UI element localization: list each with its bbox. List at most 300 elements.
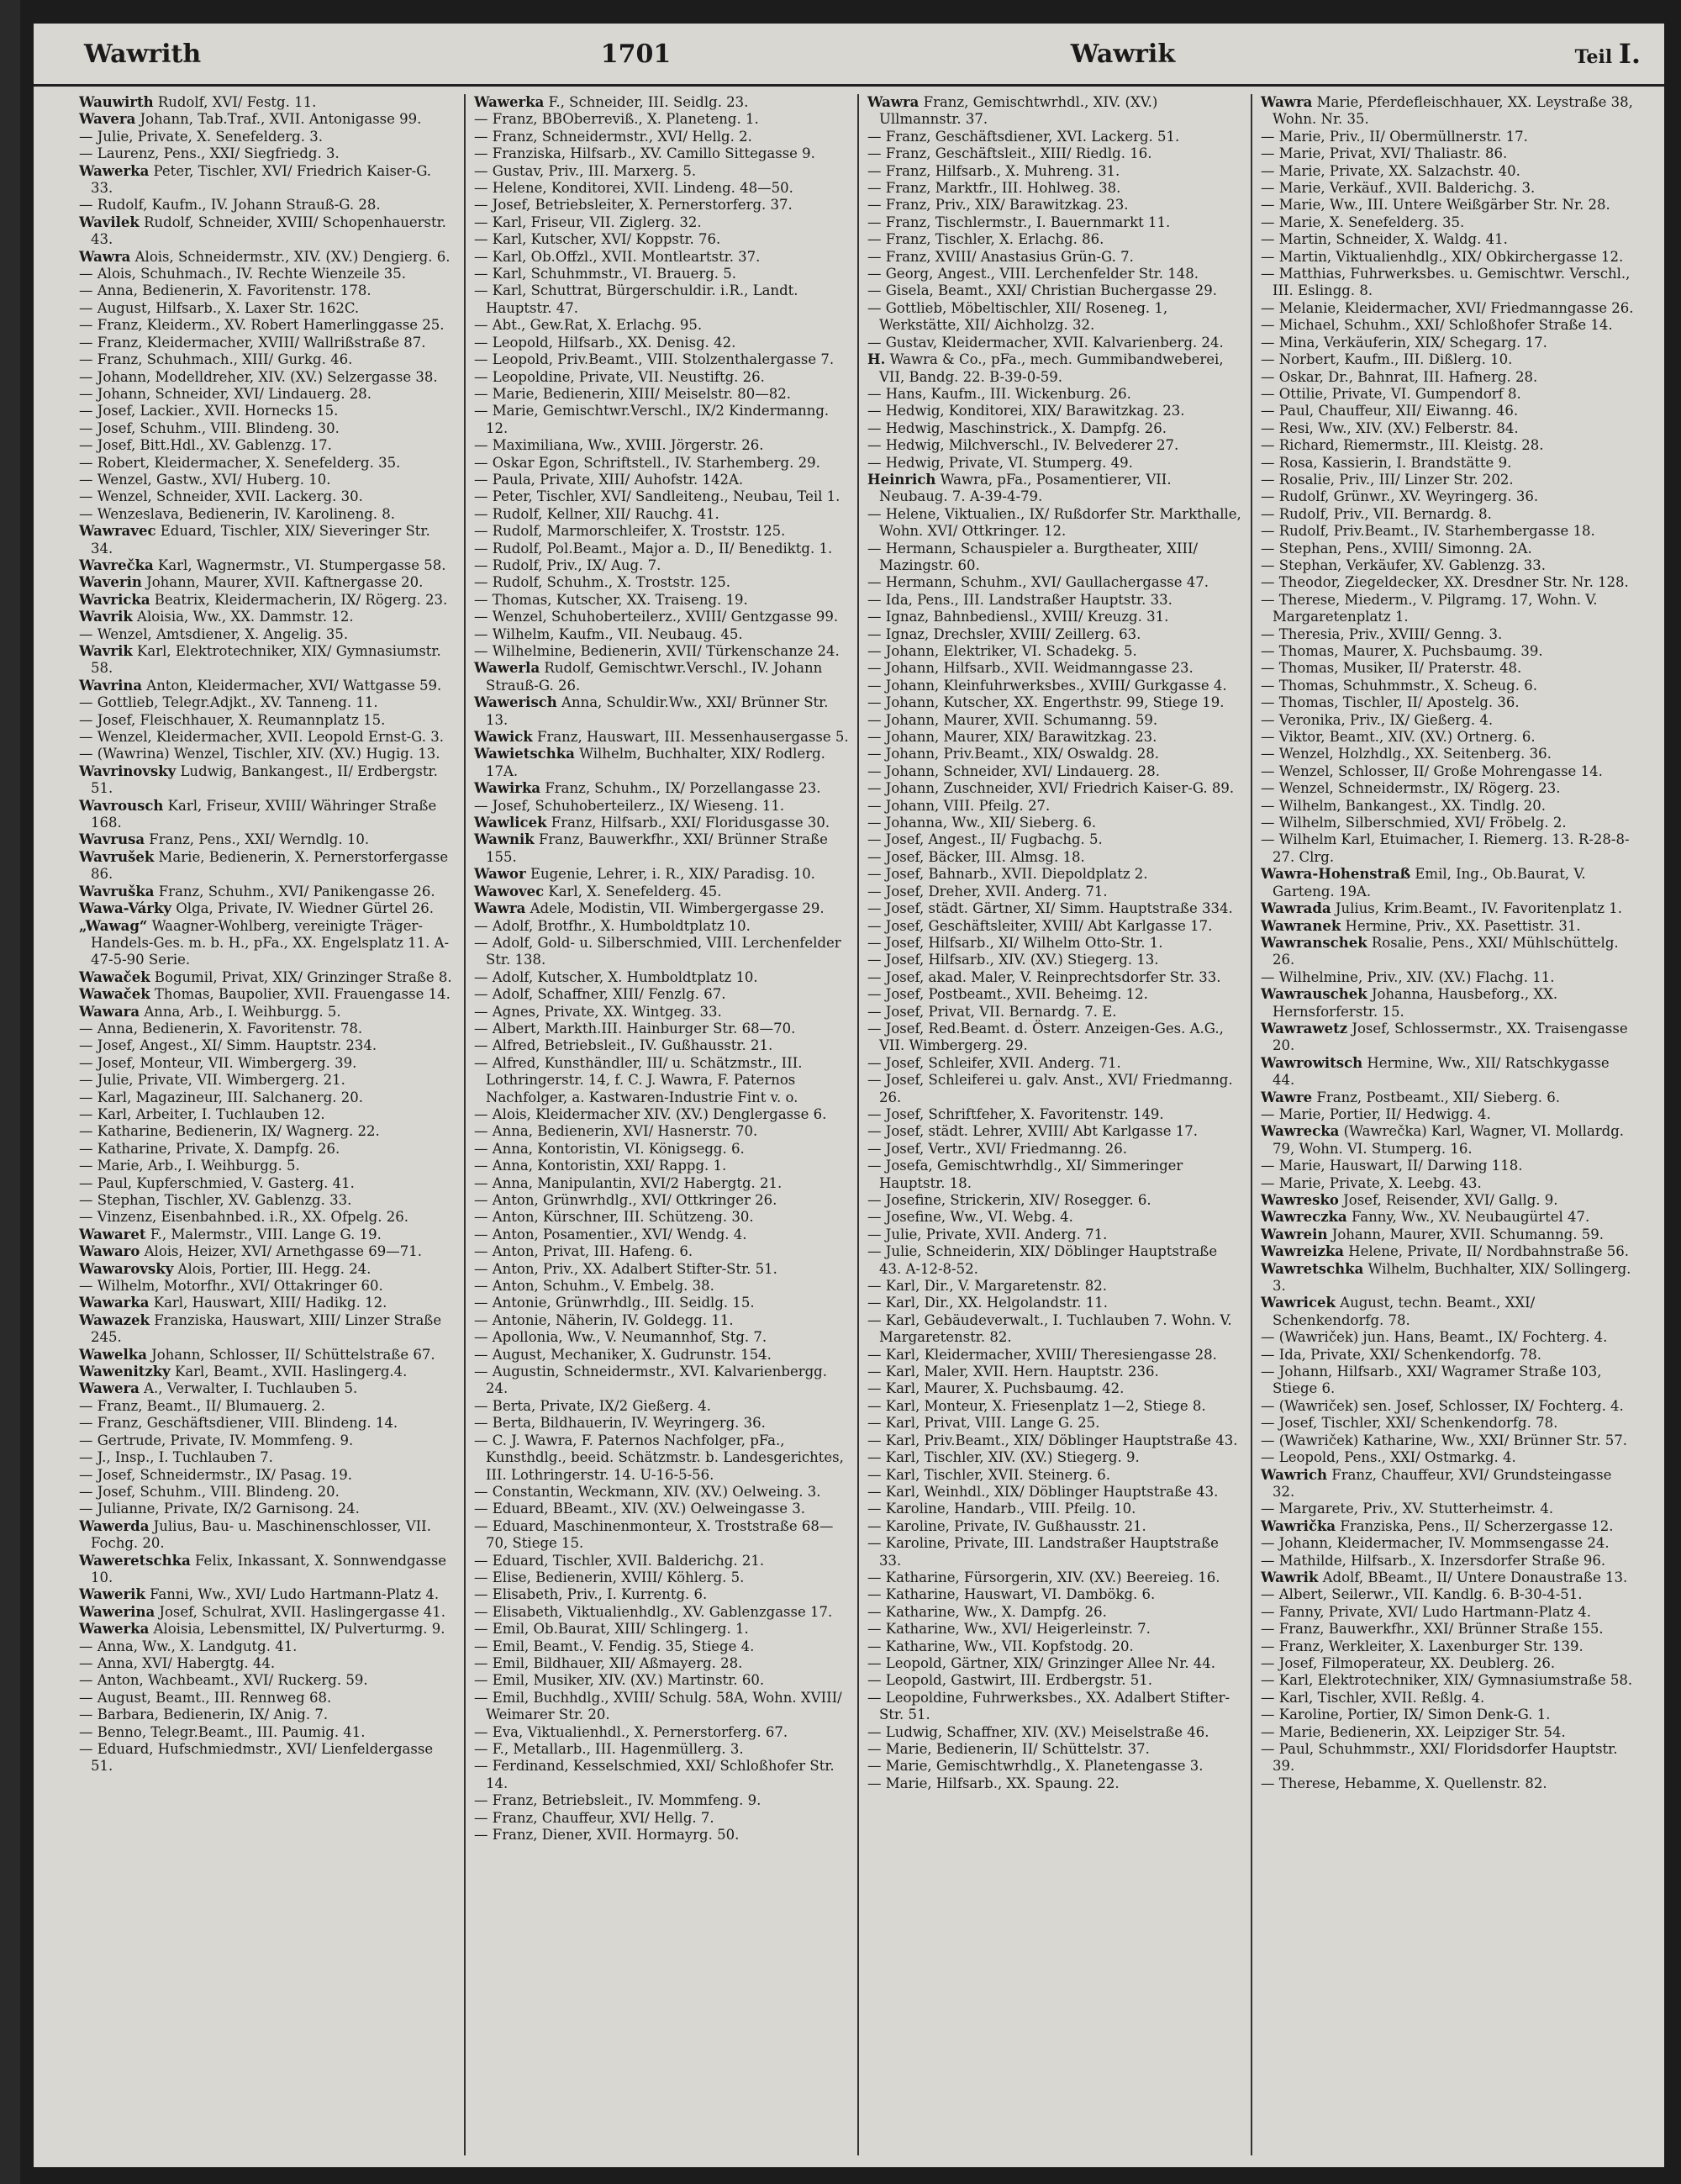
directory-entry: — Franz, Diener, XVII. Hormayrg. 50.: [474, 1827, 740, 1844]
teil-label: Teil: [1574, 46, 1613, 68]
directory-entry: Wawietschka Wilhelm, Buchhalter, XIX/ Rodlerg. 17A.: [474, 746, 825, 779]
directory-entry: — Johann, Elektriker, VI. Schadekg. 5.: [867, 643, 1137, 659]
directory-entry: Wawravec Eduard, Tischler, XIX/ Sieveringer Str. 34.: [79, 523, 430, 557]
directory-entry: Waweretschka Felix, Inkassant, X. Sonnwendgasse 10.: [79, 1552, 447, 1585]
directory-entry: — Leopold, Gärtner, XIX/ Grinzinger Allee Nr. 44.: [867, 1654, 1216, 1671]
directory-entry: Wawaret F., Malermstr., VIII. Lange G. 19.: [79, 1226, 382, 1242]
directory-entry: Wawre Franz, Postbeamt., XII/ Sieberg. 6.: [1261, 1089, 1560, 1105]
directory-entry: — Marie, Hilfsarb., XX. Spaung. 22.: [867, 1775, 1120, 1791]
directory-entry: — August, Mechaniker, X. Gudrunstr. 154.: [474, 1346, 772, 1363]
directory-entry: — Josefine, Strickerin, XIV/ Rosegger. 6.: [867, 1192, 1151, 1208]
directory-entry: — Franz, BBOberreviß., X. Planeteng. 1.: [474, 111, 759, 128]
directory-entry: — Karl, Kleidermacher, XVIII/ Theresiengasse 28.: [867, 1346, 1217, 1363]
directory-entry: Wawrada Julius, Krim.Beamt., IV. Favoritenplatz 1.: [1261, 900, 1622, 917]
directory-entry: Wawrik Adolf, BBeamt., II/ Untere Donaustraße 13.: [1261, 1569, 1628, 1585]
directory-entry: — Wenzel, Schneidermstr., IX/ Rögerg. 23.: [1261, 780, 1561, 797]
directory-entry: — Marie, Privat, XVI/ Thaliastr. 86.: [1261, 145, 1508, 162]
directory-entry: — Helene, Viktualien., IX/ Rußdorfer Str. Markthalle, Wohn. XVI/ Ottkringer. 12.: [867, 505, 1241, 540]
directory-entry: — Rudolf, Pol.Beamt., Major a. D., II/ Benediktg. 1.: [474, 540, 833, 557]
directory-entry: — Rosalie, Priv., III/ Linzer Str. 202.: [1261, 471, 1514, 488]
directory-entry: — Elisabeth, Priv., I. Kurrentg. 6.: [474, 1586, 708, 1603]
directory-entry: — Josef, Angest., XI/ Simm. Hauptstr. 234.: [79, 1037, 377, 1054]
teil-number: I.: [1618, 38, 1641, 70]
directory-entry: Wawra Marie, Pferdefleischhauer, XX. Leystraße 38, Wohn. Nr. 35.: [1261, 94, 1633, 128]
directory-entry: — Johann, Schneider, XVI/ Lindauerg. 28.: [867, 762, 1161, 779]
directory-entry: — Hedwig, Milchverschl., IV. Belvederer 27.: [867, 437, 1179, 454]
directory-entry: — Emil, Bildhauer, XII/ Aßmayerg. 28.: [474, 1654, 743, 1671]
directory-entry: — Mina, Verkäuferin, XIX/ Schegarg. 17.: [1261, 334, 1547, 351]
column-3: [857, 94, 1251, 2155]
directory-entry: — Wilhelmine, Priv., XIV. (XV.) Flachg. 11.: [1261, 968, 1555, 985]
column-1: [71, 94, 464, 2155]
directory-entry: — Oskar Egon, Schriftstell., IV. Starhemberg. 29.: [474, 454, 820, 471]
directory-entry: — Leopold, Gastwirt, III. Erdbergstr. 51.: [867, 1672, 1152, 1689]
directory-entry: — Stephan, Verkäufer, XV. Gablenzg. 33.: [1261, 557, 1547, 573]
directory-entry: — Emil, Ob.Baurat, XIII/ Schlingerg. 1.: [474, 1621, 749, 1638]
directory-entry: Wawrauschek Johanna, Hausbeforg., XX. Hernsforferstr. 15.: [1261, 986, 1558, 1020]
directory-entry: H. Wawra & Co., pFa., mech. Gummibandweberei, VII, Bandg. 22. B-39-0-59.: [867, 351, 1224, 385]
header-left-keyword: Wawrith: [84, 39, 202, 69]
directory-entry: — Josef, akad. Maler, V. Reinprechtsdorfer Str. 33.: [867, 968, 1221, 985]
directory-entry: — Hans, Kaufm., III. Wickenburg. 26.: [867, 385, 1131, 402]
directory-entry: — Josef, Schneidermstr., IX/ Pasag. 19.: [79, 1466, 353, 1483]
directory-entry: — Emil, Beamt., V. Fendig. 35, Stiege 4.: [474, 1638, 755, 1654]
directory-entry: — Hedwig, Konditorei, XIX/ Barawitzkag. 23.: [867, 403, 1185, 419]
directory-entry: — Hermann, Schauspieler a. Burgtheater, XIII/ Mazingstr. 60.: [867, 540, 1199, 573]
directory-entry: — Anton, Wachbeamt., XVI/ Ruckerg. 59.: [79, 1672, 368, 1689]
volume-label: [1575, 38, 1641, 70]
directory-entry: — Georg, Angest., VIII. Lerchenfelder Str. 148.: [867, 266, 1199, 282]
directory-entry: — Ida, Pens., III. Landstraßer Hauptstr. 33.: [867, 591, 1172, 608]
directory-entry: — Marie, Priv., II/ Obermüllnerstr. 17.: [1261, 128, 1528, 145]
directory-entry: — Julie, Schneiderin, XIX/ Döblinger Hauptstraße 43. A-12-8-52.: [867, 1243, 1218, 1277]
directory-entry: — Julie, Private, VII. Wimbergerg. 21.: [79, 1072, 345, 1089]
directory-entry: — Anton, Kürschner, III. Schützeng. 30.: [474, 1209, 754, 1226]
directory-entry: Wawaro Alois, Heizer, XVI/ Arnethgasse 69—71.: [79, 1243, 422, 1260]
directory-entry: — Karl, Monteur, X. Friesenplatz 1—2, Stiege 8.: [867, 1397, 1206, 1414]
directory-entry: — Josef, Dreher, XVII. Anderg. 71.: [867, 883, 1108, 899]
directory-entry: — Margarete, Priv., XV. Stutterheimstr. 4.: [1261, 1501, 1554, 1517]
directory-entry: — Matthias, Fuhrwerksbes. u. Gemischtwr. Verschl., III. Eslingg. 8.: [1261, 266, 1631, 299]
directory-entry: — Ottilie, Private, VI. Gumpendorf 8.: [1261, 385, 1521, 402]
directory-entry: — Wenzel, Holzhdlg., XX. Seitenberg. 36.: [1261, 746, 1552, 762]
directory-entry: Wavrina Anton, Kleidermacher, XVI/ Wattgasse 59.: [79, 677, 442, 694]
directory-entry: — Anna, Bedienerin, X. Favoritenstr. 178.: [79, 282, 372, 299]
directory-entry: — Emil, Buchhdlg., XVIII/ Schulg. 58A, Wohn. XVIII/ Weimarer Str. 20.: [474, 1689, 842, 1723]
directory-entry: — Franz, Priv., XIX/ Barawitzkag. 23.: [867, 197, 1129, 214]
directory-entry: — Franz, Geschäftsdiener, XVI. Lackerg. 51.: [867, 128, 1180, 145]
directory-entry: — Johann, Kutscher, XX. Engerthstr. 99, Stiege 19.: [867, 694, 1225, 711]
directory-entry: — Katharine, Ww., VII. Kopfstodg. 20.: [867, 1638, 1134, 1654]
directory-entry: — Rudolf, Grünwr., XV. Weyringerg. 36.: [1261, 488, 1539, 505]
directory-entry: — Josef, Schriftfeher, X. Favoritenstr. 149.: [867, 1105, 1164, 1122]
directory-entry: — Anna, Kontoristin, VI. Königsegg. 6.: [474, 1140, 745, 1157]
directory-entry: — Anton, Schuhm., V. Embelg. 38.: [474, 1278, 714, 1295]
directory-entry: — Johann, Kleinfuhrwerksbes., XVIII/ Gurkgasse 4.: [867, 677, 1227, 694]
directory-entry: — Therese, Hebamme, X. Quellenstr. 82.: [1261, 1775, 1547, 1791]
directory-entry: — Stephan, Tischler, XV. Gablenzg. 33.: [79, 1192, 352, 1208]
directory-entry: — Karl, Maurer, X. Puchsbaumg. 42.: [867, 1380, 1125, 1397]
directory-entry: — Katharine, Private, X. Dampfg. 26.: [79, 1140, 340, 1157]
directory-entry: — Marie, Gemischtwrhdlg., X. Planetengasse 3.: [867, 1758, 1204, 1775]
directory-entry: — Augustin, Schneidermstr., XVI. Kalvarienbergg. 24.: [474, 1364, 827, 1397]
directory-entry: — Marie, Gemischtwr.Verschl., IX/2 Kindermanng. 12.: [474, 403, 830, 436]
directory-entry: Wauwirth Rudolf, XVI/ Festg. 11.: [79, 94, 317, 110]
directory-entry: — Veronika, Priv., IX/ Gießerg. 4.: [1261, 711, 1494, 728]
directory-entry: Wavilek Rudolf, Schneider, XVIII/ Schopenhauerstr. 43.: [79, 214, 446, 248]
directory-entry: — Karl, Tischler, XVII. Steinerg. 6.: [867, 1466, 1111, 1483]
directory-entry: — Josefa, Gemischtwrhdlg., XI/ Simmeringer Hauptstr. 18.: [867, 1158, 1183, 1191]
directory-entry: — Wenzel, Amtsdiener, X. Angelig. 35.: [79, 625, 349, 642]
directory-entry: — Stephan, Pens., XVIII/ Simonng. 2A.: [1261, 540, 1532, 557]
directory-entry: — Robert, Kleidermacher, X. Senefelderg. 35.: [79, 454, 401, 471]
directory-entry: — Thomas, Musiker, II/ Praterstr. 48.: [1261, 660, 1522, 677]
directory-entry: — Rudolf, Kaufm., IV. Johann Strauß-G. 28.: [79, 197, 381, 214]
directory-entry: Wawazek Franziska, Hauswart, XIII/ Linzer Straße 245.: [79, 1311, 442, 1346]
directory-entry: — Anna, Bedienerin, XVI/ Hasnerstr. 70.: [474, 1123, 758, 1140]
directory-entry: Wavera Johann, Tab.Traf., XVII. Antonigasse 99.: [79, 111, 422, 128]
directory-entry: — Marie, Private, XX. Salzachstr. 40.: [1261, 162, 1520, 179]
scan-left-edge: [0, 0, 20, 2184]
directory-entry: — Katharine, Ww., X. Dampfg. 26.: [867, 1603, 1107, 1620]
directory-entry: — Anna, Kontoristin, XXI/ Rappg. 1.: [474, 1158, 727, 1174]
directory-entry: — Theresia, Priv., XVIII/ Genng. 3.: [1261, 625, 1503, 642]
directory-entry: — Agnes, Private, XX. Wintgeg. 33.: [474, 1003, 722, 1020]
directory-entry: — Elisabeth, Viktualienhdlg., XV. Gablenzgasse 17.: [474, 1603, 833, 1620]
directory-entry: — Franz, Betriebsleit., IV. Mommfeng. 9.: [474, 1792, 761, 1809]
directory-entry: — (Wawriček) Katharine, Ww., XXI/ Brünner Str. 57.: [1261, 1432, 1628, 1448]
directory-entry: — Franz, Schuhmach., XIII/ Gurkg. 46.: [79, 351, 353, 368]
directory-entry: — Anton, Priv., XX. Adalbert Stifter-Str. 51.: [474, 1260, 777, 1277]
directory-entry: — Josef, Schuhoberteilerz., IX/ Wieseng. 11.: [474, 797, 785, 814]
directory-entry: — Karl, Kutscher, XVI/ Koppstr. 76.: [474, 231, 721, 248]
directory-entry: — Johann, Modelldreher, XIV. (XV.) Selzergasse 38.: [79, 368, 438, 385]
directory-entry: — Paul, Kupferschmied, V. Gasterg. 41.: [79, 1174, 355, 1191]
directory-entry: — Martin, Viktualienhdlg., XIX/ Obkirchergasse 12.: [1261, 248, 1624, 265]
directory-entry: — Karl, Dir., V. Margaretenstr. 82.: [867, 1278, 1107, 1295]
directory-entry: — Wilhelm, Bankangest., XX. Tindlg. 20.: [1261, 797, 1547, 814]
directory-entry: — Josef, Hilfsarb., XIV. (XV.) Stiegerg. 13.: [867, 952, 1159, 968]
directory-entry: — Thomas, Schuhmmstr., X. Scheug. 6.: [1261, 677, 1537, 694]
directory-entry: Wawarka Karl, Hauswart, XIII/ Hadikg. 12.: [79, 1295, 387, 1311]
directory-entry: — Abt., Gew.Rat, X. Erlachg. 95.: [474, 317, 703, 334]
directory-entry: — Gertrude, Private, IV. Mommfeng. 9.: [79, 1432, 354, 1448]
directory-entry: Wawor Eugenie, Lehrer, i. R., XIX/ Paradisg. 10.: [474, 866, 815, 883]
directory-entry: Wawrich Franz, Chauffeur, XVI/ Grundsteingasse 32.: [1261, 1466, 1612, 1500]
directory-entry: — Hedwig, Private, VI. Stumperg. 49.: [867, 454, 1133, 471]
directory-entry: — Ludwig, Schaffner, XIV. (XV.) Meiselstraße 46.: [867, 1723, 1209, 1740]
directory-entry: — Adolf, Brotfhr., X. Humboldtplatz 10.: [474, 917, 751, 934]
directory-entry: — Franz, Hilfsarb., X. Muhreng. 31.: [867, 162, 1120, 179]
directory-entry: — Gustav, Priv., III. Marxerg. 5.: [474, 162, 697, 179]
directory-entry: — Johann, Hilfsarb., XVII. Weidmanngasse 23.: [867, 660, 1194, 677]
directory-entry: Wawerka Aloisia, Lebensmittel, IX/ Pulverturmg. 9.: [79, 1621, 445, 1638]
directory-entry: — Eduard, Hufschmiedmstr., XVI/ Lienfeldergasse 51.: [79, 1741, 434, 1775]
directory-entry: — F., Metallarb., III. Hagenmüllerg. 3.: [474, 1741, 744, 1757]
directory-entry: — Rudolf, Marmorschleifer, X. Troststr. 125.: [474, 523, 786, 540]
directory-entry: Wawra Adele, Modistin, VII. Wimbergergasse 29.: [474, 900, 825, 917]
directory-entry: — (Wawriček) sen. Josef, Schlosser, IX/ Fochterg. 4.: [1261, 1397, 1624, 1414]
directory-entry: — Josef, Tischler, XXI/ Schenkendorfg. 78.: [1261, 1415, 1558, 1432]
directory-entry: — Resi, Ww., XIV. (XV.) Felberstr. 84.: [1261, 419, 1519, 436]
directory-entry: — Karl, Gebäudeverwalt., I. Tuchlauben 7. Wohn. V. Margaretenstr. 82.: [867, 1311, 1232, 1346]
directory-entry: Wawaček Thomas, Baupolier, XVII. Frauengasse 14.: [79, 986, 451, 1003]
directory-entry: — Josef, städt. Gärtner, XI/ Simm. Hauptstraße 334.: [867, 900, 1233, 917]
directory-entry: — Antonie, Grünwrhdlg., III. Seidlg. 15.: [474, 1295, 755, 1311]
directory-entry: — Karoline, Private, III. Landstraßer Hauptstraße 33.: [867, 1535, 1219, 1569]
directory-entry: — Richard, Riemermstr., III. Kleistg. 28.: [1261, 437, 1544, 454]
directory-entry: — Paula, Private, XIII/ Auhofstr. 142A.: [474, 471, 744, 488]
directory-entry: — Josef, Postbeamt., XVII. Beheimg. 12.: [867, 986, 1148, 1003]
directory-entry: — Karl, Schuttrat, Bürgerschuldir. i.R., Landt. Hauptstr. 47.: [474, 282, 798, 316]
directory-entry: — Hermann, Schuhm., XVI/ Gaullachergasse 47.: [867, 574, 1209, 591]
directory-entry: Wavruška Franz, Schuhm., XVI/ Panikengasse 26.: [79, 883, 435, 899]
directory-entry: Wawranek Hermine, Priv., XX. Pasettistr. 31.: [1261, 917, 1581, 934]
directory-entry: — Rudolf, Kellner, XII/ Rauchg. 41.: [474, 505, 719, 522]
directory-entry: — Peter, Tischler, XVI/ Sandleiteng., Neubau, Teil 1.: [474, 488, 840, 505]
directory-entry: — Franz, XVIII/ Anastasius Grün-G. 7.: [867, 248, 1134, 265]
directory-entry: — Constantin, Weckmann, XIV. (XV.) Oelweing. 3.: [474, 1483, 821, 1500]
directory-entry: — Johann, Maurer, XVII. Schumanng. 59.: [867, 711, 1158, 728]
directory-entry: — Maximiliana, Ww., XVIII. Jörgerstr. 26.: [474, 437, 764, 454]
directory-entry: — Josef, Hilfsarb., XI/ Wilhelm Otto-Str. 1.: [867, 934, 1163, 951]
directory-entry: Wawreizka Helene, Private, II/ Nordbahnstraße 56.: [1261, 1243, 1629, 1260]
directory-entry: — Albert, Markth.III. Hainburger Str. 68—70.: [474, 1020, 796, 1037]
directory-entry: — Wilhelmine, Bedienerin, XVII/ Türkenschanze 24.: [474, 643, 840, 659]
directory-entry: — Franziska, Hilfsarb., XV. Camillo Sittegasse 9.: [474, 145, 815, 162]
directory-entry: — Alois, Kleidermacher XIV. (XV.) Denglergasse 6.: [474, 1105, 827, 1122]
directory-entry: — Karl, Maler, XVII. Hern. Hauptstr. 236.: [867, 1364, 1159, 1380]
directory-entry: — Ignaz, Drechsler, XVIII/ Zeillerg. 63.: [867, 625, 1141, 642]
directory-entry: — Franz, Beamt., II/ Blumauerg. 2.: [79, 1397, 325, 1414]
directory-entry: — Karoline, Portier, IX/ Simon Denk-G. 1.: [1261, 1707, 1551, 1723]
directory-entry: — Josef, Privat, VII. Bernardg. 7. E.: [867, 1003, 1117, 1020]
directory-entry: „Wawag“ Waagner-Wohlberg, vereinigte Träger-Handels-Ges. m. b. H., pFa., XX. Engelsplatz 11. A-47-5-90 Serie.: [79, 917, 450, 968]
directory-entry: — Franz, Kleiderm., XV. Robert Hamerlinggasse 25.: [79, 317, 445, 334]
directory-entry: — Theodor, Ziegeldecker, XX. Dresdner Str. Nr. 128.: [1261, 574, 1629, 591]
directory-entry: — Johann, VIII. Pfeilg. 27.: [867, 797, 1051, 814]
directory-entry: — Katharine, Hauswart, VI. Dambökg. 6.: [867, 1586, 1156, 1603]
directory-entry: Wawrein Johann, Maurer, XVII. Schumanng. 59.: [1261, 1226, 1605, 1242]
directory-entry: — Karl, Arbeiter, I. Tuchlauben 12.: [79, 1105, 325, 1122]
directory-entry: Wavrusa Franz, Pens., XXI/ Werndlg. 10.: [79, 831, 370, 848]
directory-entry: — C. J. Wawra, F. Paternos Nachfolger, pFa., Kunsthdlg., beeid. Schätzmstr. b. Landesgerichtes, III. Lothringerstr. 14. U-16-5-56.: [474, 1432, 844, 1483]
column-4: [1251, 94, 1644, 2155]
directory-entry: — Marie, Private, X. Leebg. 43.: [1261, 1174, 1482, 1191]
header-right-keyword: Wawrik: [1070, 39, 1176, 69]
directory-entry: Wawrowitsch Hermine, Ww., XII/ Ratschkygasse 44.: [1261, 1054, 1610, 1089]
directory-entry: — Antonie, Näherin, IV. Goldegg. 11.: [474, 1311, 734, 1328]
directory-entry: — Wilhelm, Silberschmied, XVI/ Fröbelg. 2.: [1261, 815, 1567, 831]
directory-entry: Wawra Alois, Schneidermstr., XIV. (XV.) Dengierg. 6.: [79, 248, 451, 265]
directory-entry: — Josef, Vertr., XVI/ Friedmanng. 26.: [867, 1140, 1127, 1157]
directory-entry: — Franz, Werkleiter, X. Laxenburger Str. 139.: [1261, 1638, 1584, 1654]
directory-entry: — Paul, Schuhmmstr., XXI/ Floridsdorfer Hauptstr. 39.: [1261, 1741, 1618, 1775]
directory-entry: — Karl, Dir., XX. Helgolandstr. 11.: [867, 1295, 1108, 1311]
directory-entry: — Eduard, Tischler, XVII. Balderichg. 21.: [474, 1552, 765, 1569]
directory-entry: — Gottlieb, Telegr.Adjkt., XV. Tanneng. 11.: [79, 694, 378, 711]
directory-entry: — Berta, Bildhauerin, IV. Weyringerg. 36.: [474, 1415, 766, 1432]
directory-entry: Wavricka Beatrix, Kleidermacherin, IX/ Rögerg. 23.: [79, 591, 448, 608]
directory-entry: Wawara Anna, Arb., I. Weihburgg. 5.: [79, 1003, 341, 1020]
directory-entry: — Josefine, Ww., VI. Webg. 4.: [867, 1209, 1073, 1226]
directory-entry: — August, Hilfsarb., X. Laxer Str. 162C.: [79, 299, 360, 316]
directory-entry: — Wenzel, Kleidermacher, XVII. Leopold Ernst-G. 3.: [79, 729, 444, 746]
directory-entry: Wawerik Fanni, Ww., XVI/ Ludo Hartmann-Platz 4.: [79, 1586, 440, 1603]
directory-entry: Wawick Franz, Hauswart, III. Messenhausergasse 5.: [474, 729, 849, 746]
directory-entry: Waverin Johann, Maurer, XVII. Kaftnergasse 20.: [79, 574, 424, 591]
directory-entry: — Leopold, Priv.Beamt., VIII. Stolzenthalergasse 7.: [474, 351, 835, 368]
directory-entry: — Karl, Tischler, XIV. (XV.) Stiegerg. 9.: [867, 1449, 1140, 1466]
directory-entry: — Karl, Tischler, XVII. Reßlg. 4.: [1261, 1689, 1485, 1706]
directory-entry: Wawerina Josef, Schulrat, XVII. Haslingergasse 41.: [79, 1603, 445, 1620]
directory-entry: — Marie, Portier, II/ Hedwigg. 4.: [1261, 1105, 1491, 1122]
directory-entry: — (Wawriček) jun. Hans, Beamt., IX/ Fochterg. 4.: [1261, 1329, 1608, 1346]
page-number: 1701: [600, 39, 672, 69]
directory-entry: — Josef, Filmoperateur, XX. Deublerg. 26.: [1261, 1654, 1556, 1671]
directory-entry: Wawrička Franziska, Pens., II/ Scherzergasse 12.: [1261, 1517, 1614, 1534]
directory-entry: — Leopoldine, Private, VII. Neustiftg. 26.: [474, 368, 765, 385]
directory-entry: — Karl, Priv.Beamt., XIX/ Döblinger Hauptstraße 43.: [867, 1432, 1238, 1448]
directory-entry: Wawenitzky Karl, Beamt., XVII. Haslingerg.4.: [79, 1364, 408, 1380]
directory-entry: — Karl, Elektrotechniker, XIX/ Gymnasiumstraße 58.: [1261, 1672, 1633, 1689]
directory-entry: Wawirka Franz, Schuhm., IX/ Porzellangasse 23.: [474, 780, 821, 797]
directory-entry: Wawlicek Franz, Hilfsarb., XXI/ Floridusgasse 30.: [474, 815, 830, 831]
directory-entry: Wawranschek Rosalie, Pens., XXI/ Mühlschüttelg. 26.: [1261, 934, 1619, 968]
directory-entry: Heinrich Wawra, pFa., Posamentierer, VII. Neubaug. 7. A-39-4-79.: [867, 471, 1172, 505]
directory-entry: — Ferdinand, Kesselschmied, XXI/ Schloßhofer Str. 14.: [474, 1758, 835, 1791]
directory-entry: — Marie, Bedienerin, XIII/ Meiselstr. 80—82.: [474, 385, 792, 402]
directory-entry: — Rudolf, Priv.Beamt., IV. Starhembergasse 18.: [1261, 523, 1595, 540]
directory-entry: Wawra Franz, Gemischtwrhdl., XIV. (XV.) Ullmannstr. 37.: [867, 94, 1158, 128]
directory-entry: — Rudolf, Priv., VII. Bernardg. 8.: [1261, 505, 1492, 522]
directory-entry: — Josef, Monteur, VII. Wimbergerg. 39.: [79, 1054, 357, 1071]
directory-entry: Wawrawetz Josef, Schlossermstr., XX. Traisengasse 20.: [1261, 1020, 1628, 1054]
directory-entry: — Albert, Seilerwr., VII. Kandlg. 6. B-30-4-51.: [1261, 1586, 1583, 1603]
directory-entry: — Paul, Chauffeur, XII/ Eiwanng. 46.: [1261, 403, 1519, 419]
directory-entry: — (Wawrina) Wenzel, Tischler, XIV. (XV.) Hugig. 13.: [79, 746, 440, 762]
directory-entry: — August, Beamt., III. Rennweg 68.: [79, 1689, 332, 1706]
directory-entry: — Leopoldine, Fuhrwerksbes., XX. Adalbert Stifter-Str. 51.: [867, 1689, 1230, 1723]
directory-entry: Wawra-Hohenstraß Emil, Ing., Ob.Baurat, V. Garteng. 19A.: [1261, 866, 1586, 899]
directory-entry: — Gottlieb, Möbeltischler, XII/ Roseneg. 1, Werkstätte, XII/ Aichholzg. 32.: [867, 299, 1168, 334]
directory-entry: — Wenzeslava, Bedienerin, IV. Karolineng. 8.: [79, 505, 395, 522]
directory-entry: — Johann, Zuschneider, XVI/ Friedrich Kaiser-G. 89.: [867, 780, 1235, 797]
directory-entry: — Emil, Musiker, XIV. (XV.) Martinstr. 60.: [474, 1672, 765, 1689]
directory-entry: — Josef, Red.Beamt. d. Österr. Anzeigen-Ges. A.G., VII. Wimbergerg. 29.: [867, 1020, 1224, 1054]
directory-entry: — Karl, Weinhdl., XIX/ Döblinger Hauptstraße 43.: [867, 1483, 1219, 1500]
directory-entry: — Wenzel, Schuhoberteilerz., XVIII/ Gentzgasse 99.: [474, 609, 839, 625]
directory-entry: — Vinzenz, Eisenbahnbed. i.R., XX. Ofpelg. 26.: [79, 1209, 408, 1226]
directory-entry: — Josef, städt. Lehrer, XVIII/ Abt Karlgasse 17.: [867, 1123, 1199, 1140]
directory-entry: — Anna, Manipulantin, XVI/2 Habergtg. 21.: [474, 1174, 783, 1191]
directory-entry: — Elise, Bedienerin, XVIII/ Köhlerg. 5.: [474, 1569, 745, 1585]
directory-entry: — Karl, Magazineur, III. Salchanerg. 20.: [79, 1089, 363, 1105]
directory-entry: — Alfred, Betriebsleit., IV. Gußhausstr. 21.: [474, 1037, 773, 1054]
directory-entry: — Wenzel, Schneider, XVII. Lackerg. 30.: [79, 488, 363, 505]
directory-entry: — J., Insp., I. Tuchlauben 7.: [79, 1449, 273, 1466]
directory-entry: — Josef, Bitt.Hdl., XV. Gablenzg. 17.: [79, 437, 332, 454]
directory-entry: — Franz, Tischler, X. Erlachg. 86.: [867, 231, 1104, 248]
directory-entry: — Franz, Geschäftsleit., XIII/ Riedlg. 16.: [867, 145, 1152, 162]
directory-entry: Wawa-Várky Olga, Private, IV. Wiedner Gürtel 26.: [79, 900, 434, 917]
column-2: [464, 94, 857, 2155]
directory-entry: — Adolf, Kutscher, X. Humboldtplatz 10.: [474, 968, 758, 985]
directory-entry: Wawricek August, techn. Beamt., XXI/ Schenkendorfg. 78.: [1261, 1295, 1536, 1328]
directory-entry: — Adolf, Schaffner, XIII/ Fenzlg. 67.: [474, 986, 726, 1003]
directory-entry: — Wenzel, Gastw., XVI/ Huberg. 10.: [79, 471, 331, 488]
directory-entry: — Leopold, Pens., XXI/ Ostmarkg. 4.: [1261, 1449, 1516, 1466]
directory-entry: — Wilhelm, Motorfhr., XVI/ Ottakringer 60.: [79, 1278, 383, 1295]
directory-entry: — Karl, Friseur, VII. Ziglerg. 32.: [474, 214, 702, 230]
directory-entry: — Adolf, Gold- u. Silberschmied, VIII. Lerchenfelder Str. 138.: [474, 934, 841, 968]
directory-entry: — Josef, Geschäftsleiter, XVIII/ Abt Karlgasse 17.: [867, 917, 1213, 934]
directory-entry: — Anna, XVI/ Habergtg. 44.: [79, 1654, 276, 1671]
directory-entry: Wawelka Johann, Schlosser, II/ Schüttelstraße 67.: [79, 1346, 435, 1363]
directory-entry: — Gisela, Beamt., XXI/ Christian Buchergasse 29.: [867, 282, 1217, 299]
directory-entry: — Franz, Chauffeur, XVI/ Hellg. 7.: [474, 1809, 714, 1826]
directory-entry: — Franz, Kleidermacher, XVIII/ Wallrißstraße 87.: [79, 334, 426, 351]
directory-entry: — Rudolf, Priv., IX/ Aug. 7.: [474, 557, 661, 573]
directory-page: [34, 24, 1664, 2167]
directory-entry: Wavrušek Marie, Bedienerin, X. Pernerstorfergasse 86.: [79, 848, 449, 883]
directory-entry: — Norbert, Kaufm., III. Dißlerg. 10.: [1261, 351, 1513, 368]
directory-entry: — Josef, Schuhm., VIII. Blindeng. 30.: [79, 419, 340, 436]
directory-entry: — Katharine, Bedienerin, IX/ Wagnerg. 22.: [79, 1123, 380, 1140]
directory-entry: — Johann, Kleidermacher, IV. Mommsengasse 24.: [1261, 1535, 1610, 1552]
directory-entry: — Johanna, Ww., XII/ Sieberg. 6.: [867, 815, 1097, 831]
directory-entry: Wavrik Karl, Elektrotechniker, XIX/ Gymnasiumstr. 58.: [79, 643, 441, 677]
directory-entry: — Leopold, Hilfsarb., XX. Denisg. 42.: [474, 334, 736, 351]
directory-entry: — Alois, Schuhmach., IV. Rechte Wienzeile 35.: [79, 266, 406, 282]
directory-entry: — Josef, Angest., II/ Fugbachg. 5.: [867, 831, 1103, 848]
directory-entry: — Mathilde, Hilfsarb., X. Inzersdorfer Straße 96.: [1261, 1552, 1606, 1569]
directory-entry: — Karl, Schuhmmstr., VI. Brauerg. 5.: [474, 266, 737, 282]
directory-entry: — Wenzel, Schlosser, II/ Große Mohrengasse 14.: [1261, 762, 1603, 779]
directory-entry: — Marie, Bedienerin, II/ Schüttelstr. 37.: [867, 1741, 1150, 1757]
directory-entry: — Martin, Schneider, X. Waldg. 41.: [1261, 231, 1508, 248]
directory-entry: — Franz, Bauwerkfhr., XXI/ Brünner Straße 155.: [1261, 1621, 1604, 1638]
directory-entry: — Ignaz, Bahnbediensl., XVIII/ Kreuzg. 31.: [867, 609, 1169, 625]
directory-entry: Wavrinovsky Ludwig, Bankangest., II/ Erdbergstr. 51.: [79, 762, 438, 797]
directory-entry: — Viktor, Beamt., XIV. (XV.) Ortnerg. 6.: [1261, 729, 1536, 746]
directory-entry: — Apollonia, Ww., V. Neumannhof, Stg. 7.: [474, 1329, 767, 1346]
directory-entry: — Marie, Arb., I. Weihburgg. 5.: [79, 1158, 300, 1174]
directory-entry: — Johann, Priv.Beamt., XIX/ Oswaldg. 28.: [867, 746, 1160, 762]
directory-entry: — Wilhelm Karl, Etuimacher, I. Riemerg. 13. R-28-8-27. Clrg.: [1261, 831, 1630, 865]
directory-entry: — Franz, Geschäftsdiener, VIII. Blindeng. 14.: [79, 1415, 398, 1432]
directory-entry: Wavrečka Karl, Wagnermstr., VI. Stumpergasse 58.: [79, 557, 446, 573]
directory-entry: — Rosa, Kassierin, I. Brandstätte 9.: [1261, 454, 1512, 471]
directory-entry: Wawrecka (Wawrečka) Karl, Wagner, VI. Mollardg. 79, Wohn. VI. Stumperg. 16.: [1261, 1123, 1625, 1157]
page-header: [34, 24, 1664, 87]
directory-entry: — Fanny, Private, XVI/ Ludo Hartmann-Platz 4.: [1261, 1603, 1591, 1620]
directory-entry: — Therese, Miederm., V. Pilgramg. 17, Wohn. V. Margaretenplatz 1.: [1261, 591, 1598, 625]
directory-entry: — Josef, Bahnarb., XVII. Diepoldplatz 2.: [867, 866, 1148, 883]
directory-entry: — Julie, Private, XVII. Anderg. 71.: [867, 1226, 1108, 1242]
directory-entry: — Hedwig, Maschinstrick., X. Dampfg. 26.: [867, 419, 1167, 436]
directory-entry: — Johann, Schneider, XVI/ Lindauerg. 28.: [79, 385, 372, 402]
directory-entry: — Thomas, Tischler, II/ Apostelg. 36.: [1261, 694, 1520, 711]
directory-entry: Wawerisch Anna, Schuldir.Ww., XXI/ Brünner Str. 13.: [474, 694, 829, 728]
directory-entry: Wawerka Peter, Tischler, XVI/ Friedrich Kaiser-G. 33.: [79, 162, 432, 197]
directory-entry: — Thomas, Maurer, X. Puchsbaumg. 39.: [1261, 643, 1543, 659]
directory-entry: Wavrik Aloisia, Ww., XX. Dammstr. 12.: [79, 609, 354, 625]
directory-entry: — Rudolf, Schuhm., X. Troststr. 125.: [474, 574, 730, 591]
directory-entry: — Josef, Schuhm., VIII. Blindeng. 20.: [79, 1483, 340, 1500]
directory-entry: — Josef, Schleiferei u. galv. Anst., XVI/ Friedmanng. 26.: [867, 1072, 1233, 1105]
directory-entry: Wawretschka Wilhelm, Buchhalter, XIX/ Sollingerg. 3.: [1261, 1260, 1631, 1295]
